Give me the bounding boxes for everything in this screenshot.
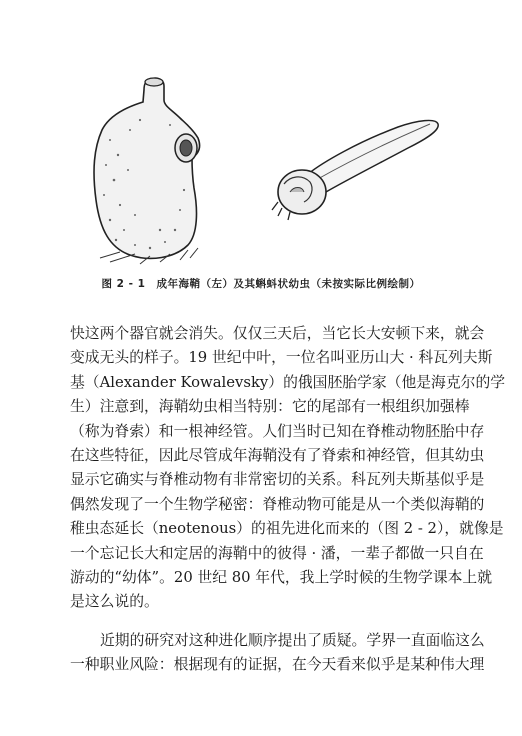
text-line: 游动的“幼体”。20 世纪 80 年代，我上学时候的生物学课本上就 [70, 568, 493, 586]
paragraph [70, 629, 485, 678]
text-line: 快这两个器官就会消失。仅仅三天后，当它长大安顿下来，就会 [70, 325, 485, 342]
paragraph [70, 322, 506, 615]
text-line: 近期的研究对这种进化顺序提出了质疑。学界一直面临这么 [100, 631, 485, 649]
text-line: （称为脊索）和一根神经管。人们当时已知在脊椎动物胚胎中存 [70, 422, 485, 440]
text-line: 生）注意到，海鞘幼虫相当特别：它的尾部有一根组织加强棒 [70, 398, 470, 416]
text-line: 偶然发现了一个生物学秘密：脊椎动物可能是从一个类似海鞘的 [70, 495, 485, 513]
text-line: 在这些特征，因此尽管成年海鞘没有了脊索和神经管，但其幼虫 [70, 446, 485, 464]
text-line: 基（Alexander Kowalevsky）的俄国胚胎学家（他是海克尔的学 [70, 373, 506, 391]
figure-illustration [0, 0, 522, 270]
tadpole-larva-drawing [268, 112, 448, 222]
figure-caption: 图 2 - 1 成年海鞘（左）及其蝌蚪状幼虫（未按实际比例绘制） [101, 278, 421, 290]
text-line: 一种职业风险：根据现有的证据，在今天看来似乎是某种伟大理 [70, 656, 485, 674]
adult-sea-squirt-drawing [80, 70, 220, 265]
body-text [70, 322, 506, 677]
text-line: 变成无头的样子。19 世纪中叶，一位名叫亚历山大 · 科瓦列夫斯 [70, 349, 493, 367]
text-line: 稚虫态延长（neotenous）的祖先进化而来的（图 2 - 2），就像是 [70, 520, 504, 538]
text-line: 显示它确实与脊椎动物有非常密切的关系。科瓦列夫斯基似乎是 [70, 471, 485, 489]
text-line: 是这么说的。 [70, 593, 159, 611]
text-line: 一个忘记长大和定居的海鞘中的彼得 · 潘，一辈子都做一只自在 [70, 544, 484, 562]
